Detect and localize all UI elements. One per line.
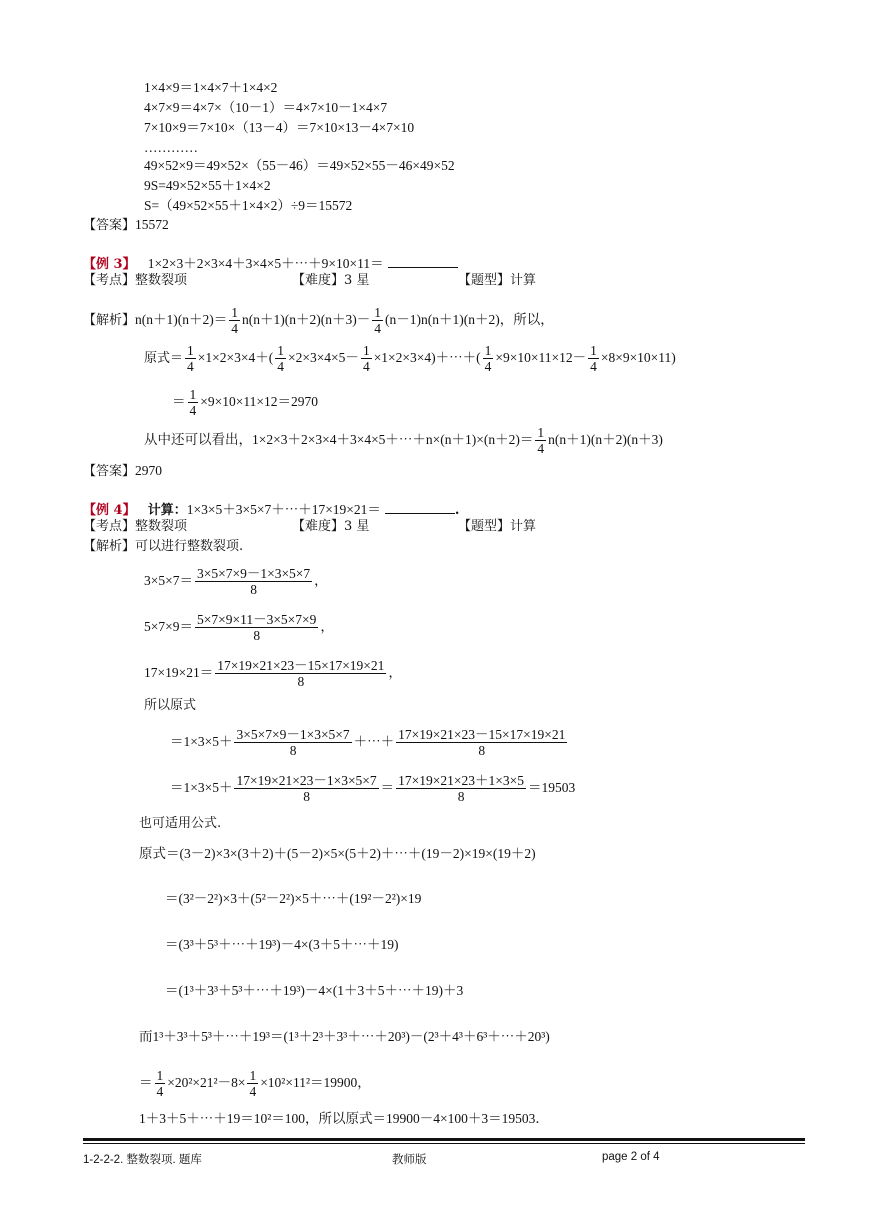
ex4-tixing: 【题型】计算 bbox=[458, 519, 537, 534]
ex3-line2-e: ×8×9×10×11) bbox=[600, 350, 676, 365]
ex3-tixing: 【题型】计算 bbox=[458, 273, 537, 288]
ex4-s2-a: ＝1×3×5＋ bbox=[170, 780, 233, 795]
ex4-row-2: 5×7×9＝ $\frac{5\times 7\times 9\times 11-3\times 5\times 7\times 9}{8}$ ， bbox=[144, 612, 334, 644]
ex4-s1-a: ＝1×3×5＋ bbox=[170, 734, 233, 749]
ex4-question-label: 计算： bbox=[147, 503, 187, 518]
answer-value: 2970 bbox=[135, 463, 163, 478]
ex4-jiexi-text: 可以进行整数裂项. bbox=[135, 539, 244, 554]
ex3-question-line bbox=[83, 255, 458, 273]
ex4-s2-result: ＝19503 bbox=[528, 780, 576, 795]
ex4-s2-eq: ＝ bbox=[380, 780, 395, 795]
ex4-formula-2: ＝(3²－2²)×3＋(5²－2²)×5＋⋯＋(19²－2²)×19 bbox=[165, 891, 422, 906]
footer-center: 教师版 bbox=[392, 1154, 427, 1166]
footer-rule-thick bbox=[83, 1138, 805, 1141]
fraction-quarter: $\frac{1}{4}$ bbox=[189, 387, 197, 418]
ex4-kaodian: 【考点】整数裂项 bbox=[83, 519, 188, 534]
ex4-row-1: 3×5×7＝ $\frac{3\times 5\times 7\times 9-1\times 3\times 5\times 7}{8}$ ， bbox=[144, 566, 328, 598]
ex3-line3-eq: ＝ bbox=[172, 394, 186, 409]
ex3-line2-d: ×9×10×11×12－ bbox=[495, 350, 587, 365]
fraction-quarter: $\frac{1}{4}$ bbox=[362, 343, 370, 374]
ex4-row-3: 17×19×21＝ $\frac{17\times 19\times 21\times 23-15\times 17\times 19\times 21}{8}$ ， bbox=[144, 658, 402, 690]
ex4-formula-5: 而1³＋3³＋5³＋⋯＋19³＝(1³＋2³＋3³＋⋯＋20³)－(2³＋4³＋6³＋⋯＋20³) bbox=[139, 1029, 550, 1044]
ex3-line2 bbox=[144, 340, 676, 377]
ex4-jiexi bbox=[83, 539, 243, 555]
ex3-jiexi-t2: (n－1)n(n＋1)(n＋2)，所以， bbox=[384, 312, 554, 327]
ex4-r3-lhs: 17×19×21＝ bbox=[144, 665, 214, 680]
answer-1 bbox=[83, 217, 169, 234]
answer-value: 15572 bbox=[135, 217, 169, 232]
fraction-quarter: $\frac{1}{4}$ bbox=[156, 1068, 164, 1100]
ex4-question: 1×3×5＋3×5×7＋⋯＋17×19×21＝ bbox=[186, 502, 381, 517]
ex3-line2-c: ×1×2×3×4)＋⋯＋( bbox=[373, 350, 481, 365]
fraction-quarter: $\frac{1}{4}$ bbox=[187, 343, 194, 374]
intro-line-5: 49×52×9＝49×52×（55－46）＝49×52×55－46×49×52 bbox=[144, 158, 455, 173]
intro-line-4: ………… bbox=[144, 140, 198, 155]
ex4-s2-fraction-2: $\frac{17\times 19\times 21\times 23+1\times 3\times 5}{8}$ bbox=[398, 773, 524, 805]
footer-left: 1-2-2-2. 整数裂项. 题库 bbox=[83, 1154, 202, 1166]
ex3-question: 1×2×3＋2×3×4＋3×4×5＋⋯＋9×10×11＝ bbox=[147, 256, 384, 271]
answer-2 bbox=[83, 463, 162, 480]
footer-page-number: page 2 of 4 bbox=[602, 1151, 660, 1163]
ex4-r2-lhs: 5×7×9＝ bbox=[144, 619, 193, 634]
intro-line-2: 4×7×9＝4×7×（10－1）＝4×7×10－1×4×7 bbox=[144, 100, 388, 115]
ex4-suoyi: 所以原式 bbox=[144, 698, 197, 713]
fraction-quarter: $\frac{1}{4}$ bbox=[277, 343, 284, 374]
ex3-answer-blank bbox=[388, 255, 458, 268]
ex4-answer-blank bbox=[385, 501, 455, 514]
ex3-nandu: 【难度】3 星 bbox=[292, 273, 370, 288]
ex4-formula-1: 原式＝(3－2)×3×(3＋2)＋(5－2)×5×(5＋2)＋⋯＋(19－2)×19×(19＋2) bbox=[139, 846, 536, 861]
ex4-s2-fraction-1: $\frac{17\times 19\times 21\times 23-1\times 3\times 5\times 7}{8}$ bbox=[236, 773, 377, 805]
ex4-r1-lhs: 3×5×7＝ bbox=[144, 573, 193, 588]
intro-line-6: 9S=49×52×55＋1×4×2 bbox=[144, 178, 271, 193]
fraction-quarter: $\frac{1}{4}$ bbox=[231, 305, 238, 336]
ex4-question-end: . bbox=[454, 503, 460, 518]
ex3-line3-text: ×9×10×11×12＝2970 bbox=[200, 394, 318, 409]
ex4-step-2 bbox=[170, 770, 575, 806]
ex4-formula-note: 也可适用公式. bbox=[139, 816, 222, 831]
ex3-jiexi-lhs: n(n＋1)(n＋2)＝ bbox=[135, 312, 228, 327]
ex4-s1-mid: ＋⋯＋ bbox=[353, 734, 395, 749]
answer-label: 【答案】 bbox=[83, 464, 136, 479]
ex4-r2-fraction: $\frac{5\times 7\times 9\times 11-3\times 5\times 7\times 9}{8}$ bbox=[196, 612, 317, 644]
ex4-question-line bbox=[83, 501, 459, 519]
ex4-s1-fraction-1: $\frac{3\times 5\times 7\times 9-1\times 3\times 5\times 7}{8}$ bbox=[236, 727, 350, 759]
fraction-quarter: $\frac{1}{4}$ bbox=[484, 343, 492, 374]
ex3-orig: 原式＝ bbox=[144, 351, 184, 366]
ex3-line2-a: ×1×2×3×4＋( bbox=[197, 350, 274, 365]
ex4-step-1 bbox=[170, 724, 569, 760]
ex3-line3 bbox=[172, 386, 318, 419]
ex3-note-a: 从中还可以看出，1×2×3＋2×3×4＋3×4×5＋⋯＋n×(n＋1)×(n＋2)＝ bbox=[144, 432, 534, 447]
ex4-formula-3: ＝(3³＋5³＋⋯＋19³)－4×(3＋5＋⋯＋19) bbox=[165, 937, 399, 952]
ex3-note-b: n(n＋1)(n＋2)(n＋3) bbox=[548, 432, 663, 447]
ex4-formula-6: ＝ $\frac{1}{4}$ ×20²×21²－8× $\frac{1}{4}$ ×10²×11²＝19900， bbox=[139, 1068, 371, 1100]
ex4-jiexi-label: 【解析】 bbox=[83, 539, 136, 554]
fraction-quarter: $\frac{1}{4}$ bbox=[537, 425, 545, 456]
ex4-r1-fraction: $\frac{3\times 5\times 7\times 9-1\times 3\times 5\times 7}{8}$ bbox=[196, 566, 311, 598]
ex3-kaodian: 【考点】整数裂项 bbox=[83, 273, 188, 288]
ex3-jiexi-label: 【解析】 bbox=[83, 313, 136, 328]
answer-label: 【答案】 bbox=[83, 218, 136, 233]
fraction-quarter: $\frac{1}{4}$ bbox=[374, 305, 381, 336]
ex3-tag: 【例 3】 bbox=[83, 257, 136, 272]
footer-rule-thin bbox=[83, 1143, 805, 1144]
intro-line-1: 1×4×9＝1×4×7＋1×4×2 bbox=[144, 80, 278, 95]
ex3-jiexi-t1: n(n＋1)(n＋2)(n＋3)－ bbox=[242, 312, 371, 327]
ex3-note bbox=[144, 424, 663, 457]
ex3-line2-b: ×2×3×4×5－ bbox=[287, 350, 359, 365]
ex4-nandu: 【难度】3 星 bbox=[292, 519, 370, 534]
ex4-r3-fraction: $\frac{17\times 19\times 21\times 23-15\times 17\times 19\times 21}{8}$ bbox=[217, 658, 385, 690]
ex4-s1-fraction-2: $\frac{17\times 19\times 21\times 23-15\times 17\times 19\times 21}{8}$ bbox=[398, 727, 566, 759]
fraction-quarter: $\frac{1}{4}$ bbox=[249, 1068, 257, 1100]
ex4-tag: 【例 4】 bbox=[83, 503, 136, 518]
fraction-quarter: $\frac{1}{4}$ bbox=[590, 343, 597, 374]
ex3-jiexi-line bbox=[83, 304, 554, 337]
intro-line-3: 7×10×9＝7×10×（13－4）＝7×10×13－4×7×10 bbox=[144, 120, 415, 135]
ex4-formula-7: 1＋3＋5＋⋯＋19＝10²＝100，所以原式＝19900－4×100＋3＝19503． bbox=[139, 1111, 549, 1126]
ex4-formula-4: ＝(1³＋3³＋5³＋⋯＋19³)－4×(1＋3＋5＋⋯＋19)＋3 bbox=[165, 983, 464, 998]
intro-line-7: S=（49×52×55＋1×4×2）÷9＝15572 bbox=[144, 198, 353, 213]
